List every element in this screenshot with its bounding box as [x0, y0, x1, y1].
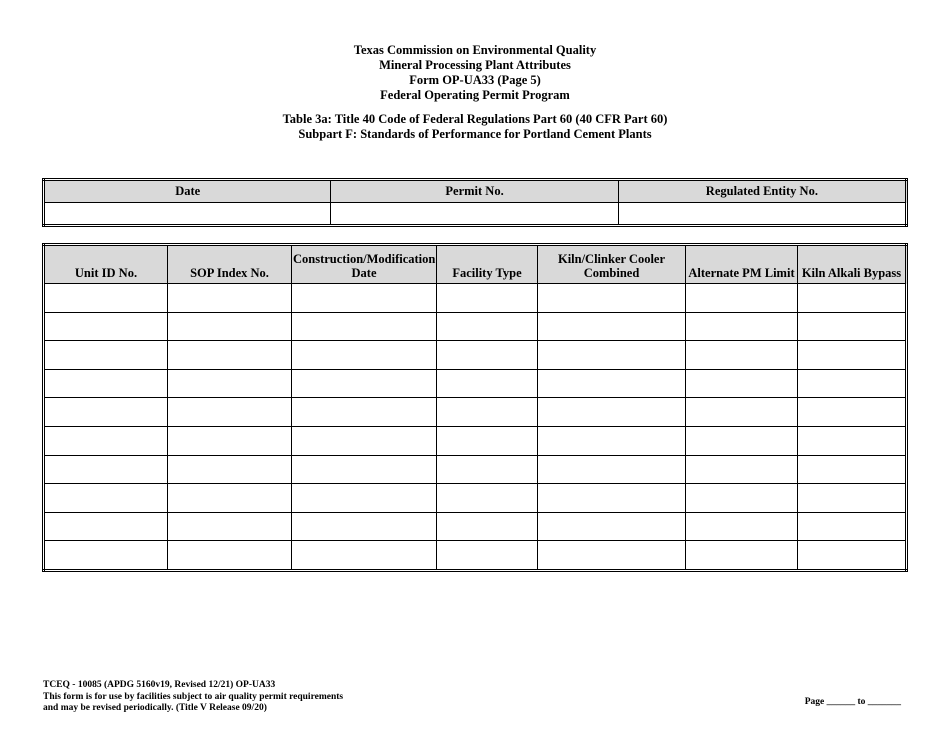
sop-index-field[interactable]	[168, 455, 292, 484]
table-row	[44, 512, 907, 541]
sop-index-field[interactable]	[168, 312, 292, 341]
sop-index-field[interactable]	[168, 512, 292, 541]
alternate-pm-limit-field[interactable]	[686, 541, 798, 571]
construction-date-field[interactable]	[292, 541, 437, 571]
kiln-clinker-field[interactable]	[538, 284, 686, 313]
kiln-alkali-bypass-field[interactable]	[798, 398, 907, 427]
regulated-entity-no-header: Regulated Entity No.	[618, 180, 906, 203]
alternate-pm-limit-header: Alternate PM Limit	[686, 245, 798, 284]
form-header	[0, 43, 950, 103]
table-row	[44, 541, 907, 571]
unit-id-field[interactable]	[44, 484, 168, 513]
sop-index-field[interactable]	[168, 284, 292, 313]
kiln-clinker-field[interactable]	[538, 541, 686, 571]
construction-date-field[interactable]	[292, 512, 437, 541]
facility-type-field[interactable]	[437, 484, 538, 513]
kiln-alkali-bypass-field[interactable]	[798, 455, 907, 484]
construction-date-header: Construction/Modification Date	[292, 245, 437, 284]
form-revision: TCEQ - 10085 (APDG 5160v19, Revised 12/21) OP-UA33	[43, 680, 276, 690]
kiln-clinker-field[interactable]	[538, 369, 686, 398]
alternate-pm-limit-field[interactable]	[686, 284, 798, 313]
program-name: Federal Operating Permit Program	[380, 88, 570, 102]
kiln-clinker-field[interactable]	[538, 484, 686, 513]
unit-attributes-table	[42, 243, 908, 572]
form-number: Form OP-UA33 (Page 5)	[409, 73, 541, 87]
kiln-alkali-bypass-field[interactable]	[798, 512, 907, 541]
construction-date-field[interactable]	[292, 369, 437, 398]
permit-no-field[interactable]	[331, 203, 618, 226]
table-row	[44, 398, 907, 427]
construction-date-field[interactable]	[292, 398, 437, 427]
sop-index-field[interactable]	[168, 341, 292, 370]
facility-type-field[interactable]	[437, 284, 538, 313]
construction-date-field[interactable]	[292, 455, 437, 484]
facility-type-field[interactable]	[437, 341, 538, 370]
unit-id-field[interactable]	[44, 541, 168, 571]
kiln-clinker-field[interactable]	[538, 455, 686, 484]
kiln-alkali-bypass-field[interactable]	[798, 312, 907, 341]
alternate-pm-limit-field[interactable]	[686, 312, 798, 341]
sop-index-field[interactable]	[168, 426, 292, 455]
unit-id-field[interactable]	[44, 455, 168, 484]
table-title-line-1: Table 3a: Title 40 Code of Federal Regulations Part 60 (40 CFR Part 60)	[282, 112, 668, 126]
alternate-pm-limit-field[interactable]	[686, 398, 798, 427]
usage-note: This form is for use by facilities subject to air quality permit requirements	[43, 691, 344, 702]
identification-table	[42, 178, 908, 227]
table-title	[0, 112, 950, 142]
facility-type-field[interactable]	[437, 541, 538, 571]
alternate-pm-limit-field[interactable]	[686, 455, 798, 484]
table-row	[44, 426, 907, 455]
facility-type-field[interactable]	[437, 512, 538, 541]
table-row	[44, 369, 907, 398]
table-row	[44, 455, 907, 484]
facility-type-field[interactable]	[437, 398, 538, 427]
kiln-alkali-bypass-header: Kiln Alkali Bypass	[798, 245, 907, 284]
form-subject: Mineral Processing Plant Attributes	[379, 58, 571, 72]
table-row	[44, 341, 907, 370]
alternate-pm-limit-field[interactable]	[686, 512, 798, 541]
sop-index-field[interactable]	[168, 369, 292, 398]
identification-header-row	[44, 180, 907, 203]
kiln-alkali-bypass-field[interactable]	[798, 541, 907, 571]
construction-date-field[interactable]	[292, 312, 437, 341]
facility-type-field[interactable]	[437, 369, 538, 398]
kiln-clinker-field[interactable]	[538, 312, 686, 341]
unit-id-field[interactable]	[44, 369, 168, 398]
unit-id-field[interactable]	[44, 512, 168, 541]
unit-table-header-row	[44, 245, 907, 284]
alternate-pm-limit-field[interactable]	[686, 341, 798, 370]
date-header: Date	[44, 180, 331, 203]
facility-type-field[interactable]	[437, 312, 538, 341]
sop-index-field[interactable]	[168, 398, 292, 427]
facility-type-header: Facility Type	[437, 245, 538, 284]
unit-id-header: Unit ID No.	[44, 245, 168, 284]
unit-id-field[interactable]	[44, 341, 168, 370]
kiln-clinker-field[interactable]	[538, 341, 686, 370]
date-field[interactable]	[44, 203, 331, 226]
unit-id-field[interactable]	[44, 398, 168, 427]
kiln-clinker-field[interactable]	[538, 398, 686, 427]
regulated-entity-no-field[interactable]	[618, 203, 906, 226]
kiln-alkali-bypass-field[interactable]	[798, 426, 907, 455]
agency-name: Texas Commission on Environmental Quality	[353, 43, 597, 57]
alternate-pm-limit-field[interactable]	[686, 369, 798, 398]
facility-type-field[interactable]	[437, 455, 538, 484]
facility-type-field[interactable]	[437, 426, 538, 455]
table-row	[44, 312, 907, 341]
page-count-label: Page ______ to _______	[804, 697, 901, 707]
construction-date-field[interactable]	[292, 484, 437, 513]
kiln-clinker-header: Kiln/Clinker Cooler Combined	[538, 245, 686, 284]
table-row	[44, 284, 907, 313]
construction-date-field[interactable]	[292, 426, 437, 455]
table-row	[44, 484, 907, 513]
release-note: and may be revised periodically. (Title V Release 09/20)	[43, 703, 267, 713]
alternate-pm-limit-field[interactable]	[686, 484, 798, 513]
construction-date-field[interactable]	[292, 341, 437, 370]
form-footer	[43, 680, 343, 715]
identification-entry-row	[44, 203, 907, 226]
kiln-alkali-bypass-field[interactable]	[798, 369, 907, 398]
unit-id-field[interactable]	[44, 284, 168, 313]
kiln-clinker-field[interactable]	[538, 426, 686, 455]
permit-no-header: Permit No.	[331, 180, 618, 203]
table-title-line-2: Subpart F: Standards of Performance for Portland Cement Plants	[298, 127, 652, 141]
unit-id-field[interactable]	[44, 312, 168, 341]
unit-table-body	[44, 284, 907, 571]
kiln-alkali-bypass-field[interactable]	[798, 484, 907, 513]
unit-id-field[interactable]	[44, 426, 168, 455]
kiln-alkali-bypass-field[interactable]	[798, 284, 907, 313]
construction-date-field[interactable]	[292, 284, 437, 313]
kiln-clinker-field[interactable]	[538, 512, 686, 541]
alternate-pm-limit-field[interactable]	[686, 426, 798, 455]
kiln-alkali-bypass-field[interactable]	[798, 341, 907, 370]
sop-index-header: SOP Index No.	[168, 245, 292, 284]
sop-index-field[interactable]	[168, 541, 292, 571]
sop-index-field[interactable]	[168, 484, 292, 513]
